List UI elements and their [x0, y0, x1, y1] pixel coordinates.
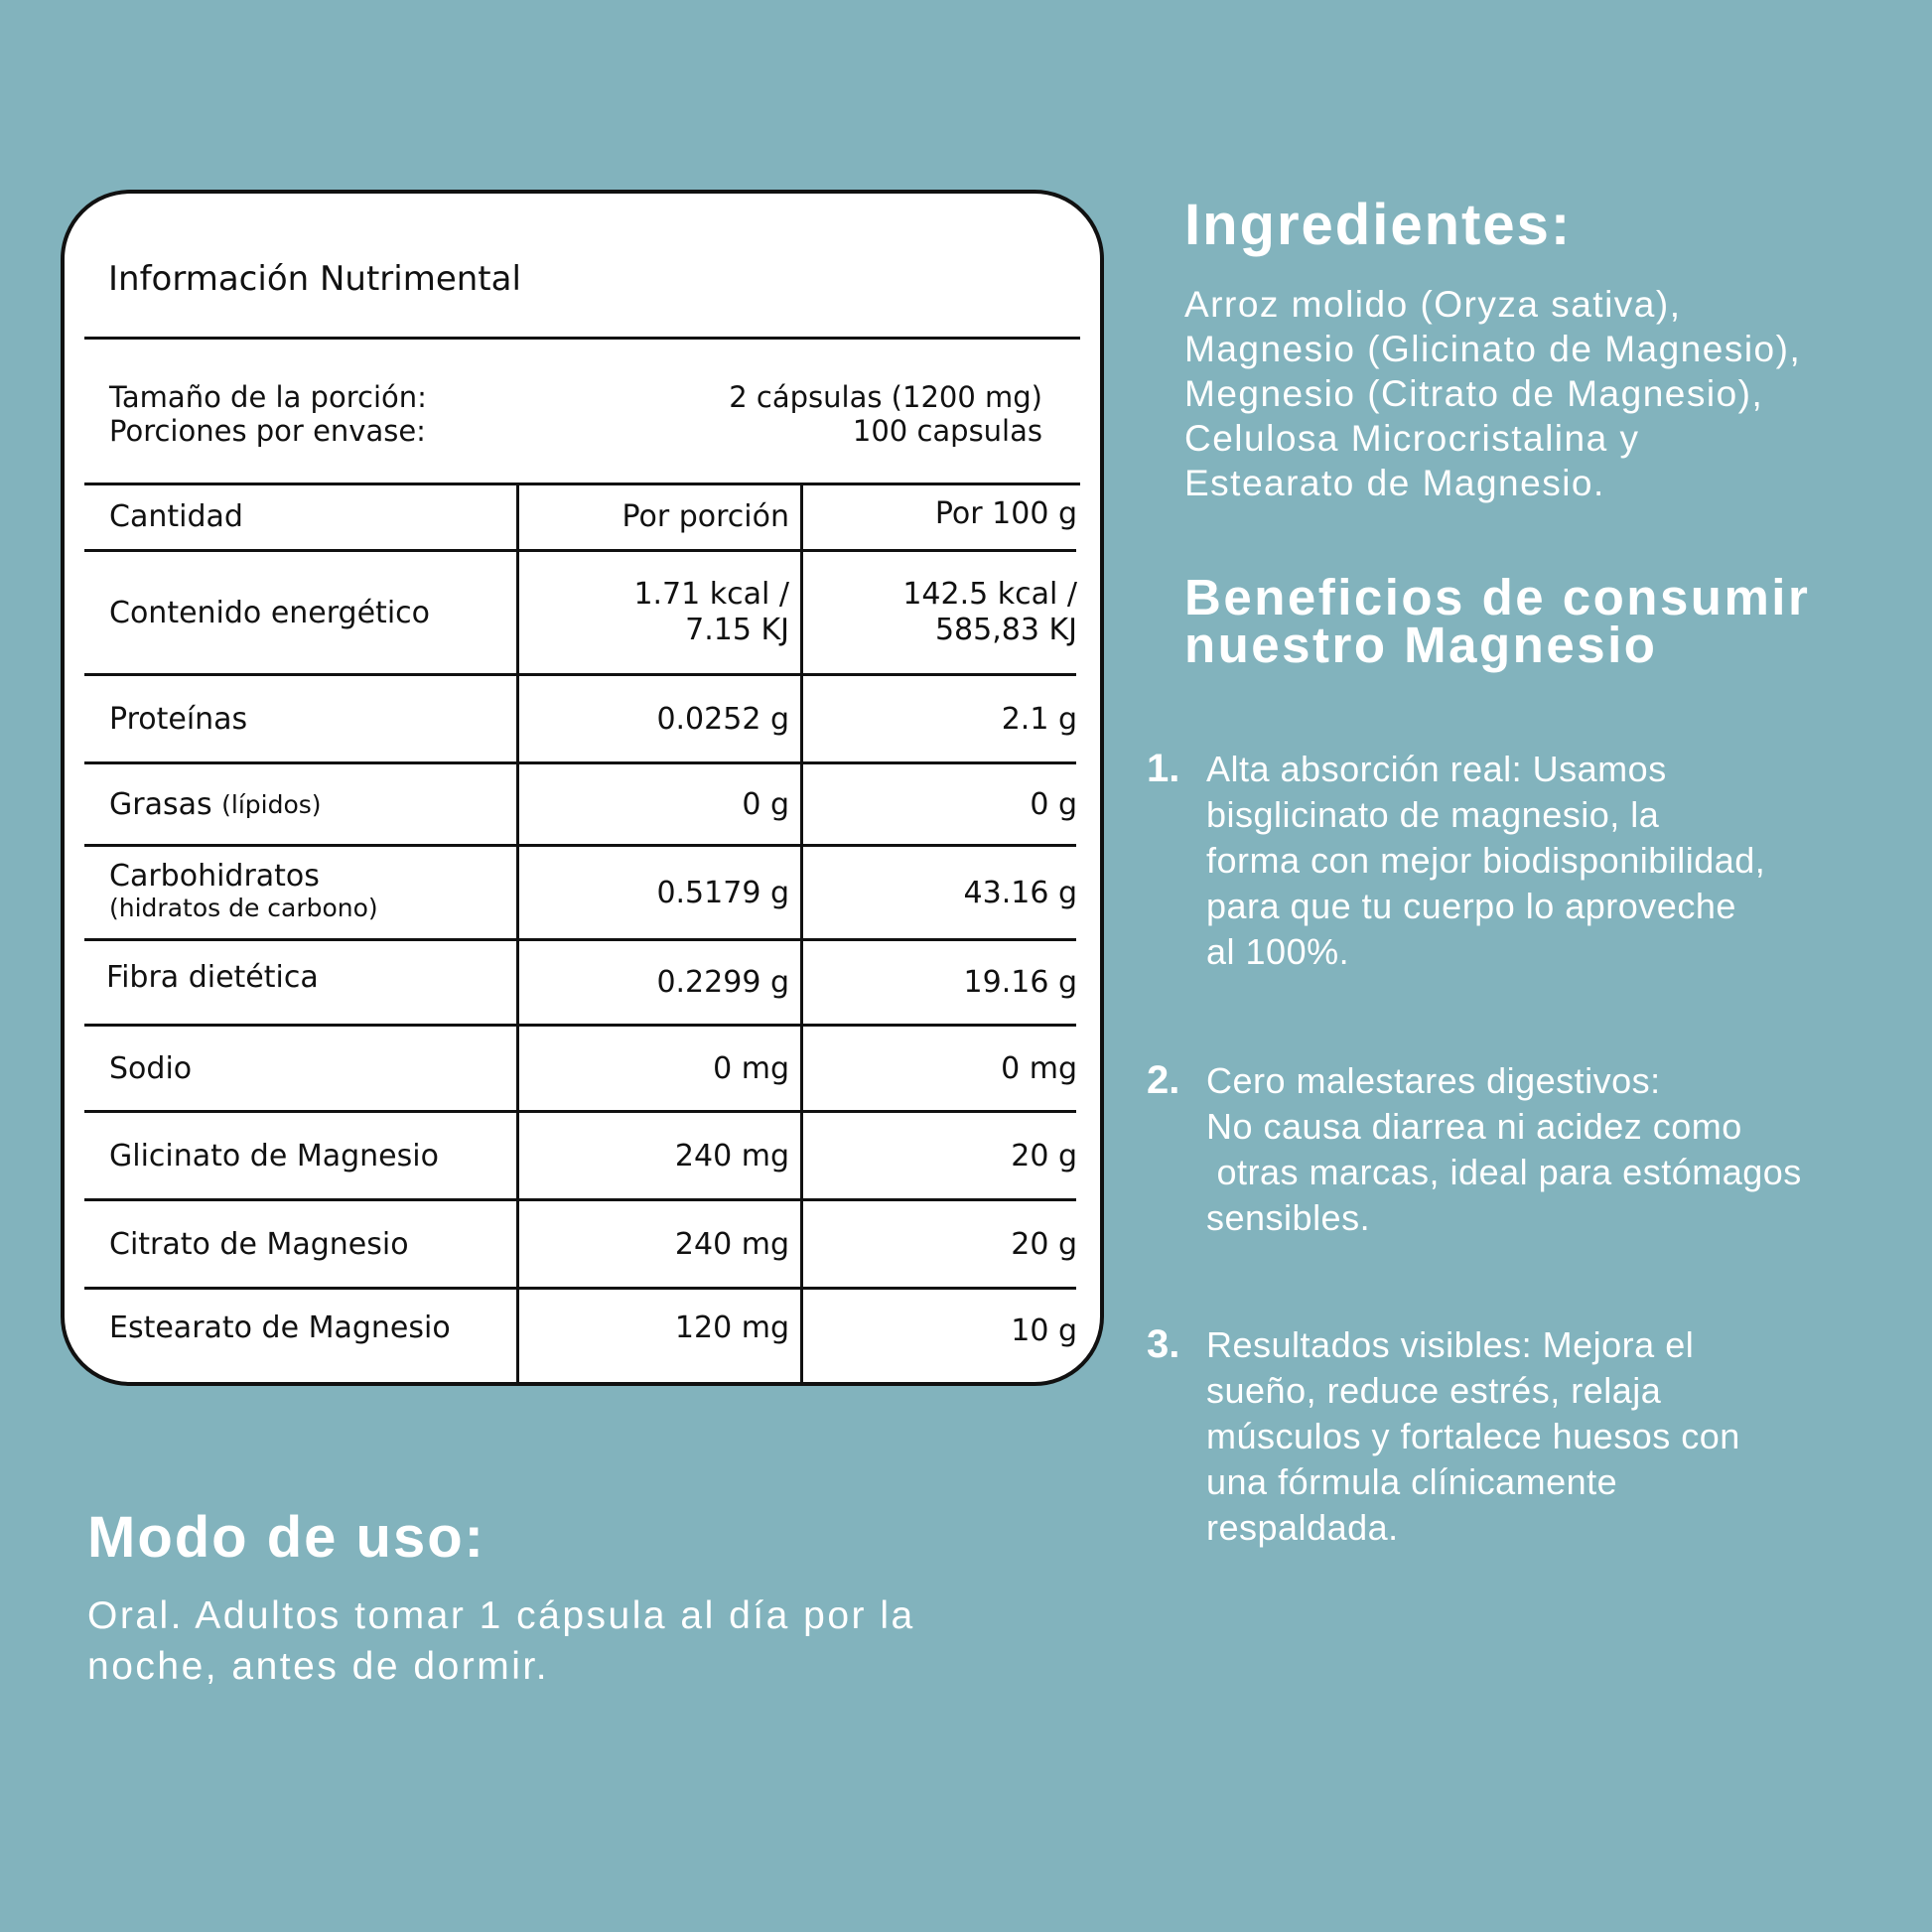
serving-size-value: 2 cápsulas (1200 mg): [729, 380, 1042, 414]
benefit-line: sensibles.: [1206, 1197, 1371, 1238]
usage-text: [87, 1590, 915, 1692]
header-por-porcion: Por porción: [621, 498, 789, 534]
nutrition-title: Información Nutrimental: [108, 259, 521, 299]
benefit-number: 3.: [1147, 1322, 1180, 1366]
table-row: [84, 552, 1076, 673]
benefit-line: para que tu cuerpo lo aproveche: [1206, 886, 1736, 926]
benefit-line: Cero malestares digestivos:: [1206, 1060, 1661, 1101]
row-name-cell: [109, 847, 506, 938]
row-name: Sodio: [109, 1050, 193, 1086]
row-name: Citrato de Magnesio: [109, 1226, 409, 1262]
per-serving-kcal: 1.71 kcal /: [633, 577, 789, 612]
row-name-note: (hidratos de carbono): [109, 894, 378, 922]
benefit-line: Alta absorción real: Usamos: [1206, 749, 1667, 789]
table-row: [84, 764, 1076, 844]
benefit-line: una fórmula clínicamente: [1206, 1461, 1618, 1502]
benefits-title: [1184, 569, 1811, 673]
row-per-100g: 10 g: [1011, 1312, 1077, 1348]
row-per-100g: 20 g: [1011, 1138, 1077, 1173]
row-per-100g: 20 g: [1011, 1226, 1077, 1262]
row-name: Proteínas: [109, 701, 248, 737]
row-name-cell: [109, 764, 506, 844]
row-per-serving: 0.5179 g: [656, 875, 789, 910]
per-100g-kcal: 142.5 kcal /: [902, 577, 1077, 612]
row-name: Grasas: [109, 786, 212, 822]
row-per-serving: 0 mg: [713, 1050, 789, 1086]
table-row: [84, 847, 1076, 938]
row-name: Contenido energético: [109, 595, 430, 630]
nutrition-facts-card: [61, 190, 1104, 1386]
row-per-serving: 240 mg: [674, 1226, 789, 1262]
row-name: Fibra dietética: [106, 960, 319, 995]
benefit-line: otras marcas, ideal para estómagos: [1206, 1152, 1802, 1192]
serving-size-label: Tamaño de la porción:: [109, 380, 427, 414]
benefits-title-line: Beneficios de consumir: [1184, 569, 1811, 625]
divider: [84, 337, 1080, 340]
benefit-line: No causa diarrea ni acidez como: [1206, 1106, 1742, 1147]
table-row: [84, 1290, 1076, 1375]
ingredient-line: Megnesio (Citrato de Magnesio),: [1184, 373, 1764, 414]
benefit-number: 1.: [1147, 747, 1180, 790]
row-name: Estearato de Magnesio: [109, 1310, 451, 1345]
ingredient-line: Arroz molido (Oryza sativa),: [1184, 284, 1682, 325]
servings-per-container-value: 100 capsulas: [852, 414, 1042, 448]
benefit-line: músculos y fortalece huesos con: [1206, 1416, 1740, 1456]
usage-line: noche, antes de dormir.: [87, 1645, 550, 1688]
benefit-line: al 100%.: [1206, 931, 1350, 972]
benefit-line: respaldada.: [1206, 1507, 1399, 1548]
row-per-serving: 120 mg: [674, 1310, 789, 1345]
benefit-text: [1206, 1322, 1740, 1551]
ingredient-line: Celulosa Microcristalina y: [1184, 418, 1640, 459]
table-row: [84, 1201, 1076, 1287]
row-name-note: (lípidos): [221, 789, 322, 819]
ingredients-list: [1184, 282, 1801, 505]
usage-line: Oral. Adultos tomar 1 cápsula al día por la: [87, 1594, 915, 1637]
row-per-100g: 43.16 g: [963, 875, 1077, 910]
row-name: Carbohidratos: [109, 859, 320, 894]
benefit-number: 2.: [1147, 1058, 1180, 1102]
benefit-text: [1206, 1058, 1802, 1241]
row-per-100g: 19.16 g: [963, 965, 1077, 1000]
benefit-line: Resultados visibles: Mejora el: [1206, 1324, 1695, 1365]
table-row: [84, 1113, 1076, 1198]
row-per-100g: 2.1 g: [1001, 701, 1077, 737]
table-row: [84, 941, 1076, 1024]
benefit-line: forma con mejor biodisponibilidad,: [1206, 840, 1766, 881]
ingredients-title: Ingredientes:: [1184, 193, 1573, 257]
benefit-text: [1206, 747, 1765, 975]
row-per-serving: 0 g: [742, 786, 789, 822]
per-100g-kj: 585,83 KJ: [934, 613, 1077, 647]
ingredient-line: Magnesio (Glicinato de Magnesio),: [1184, 329, 1802, 369]
row-per-serving: 0.2299 g: [656, 965, 789, 1000]
row-per-100g: 0 g: [1030, 786, 1077, 822]
header-cantidad: Cantidad: [109, 498, 243, 534]
header-por-100g: Por 100 g: [934, 495, 1077, 531]
usage-title: Modo de uso:: [87, 1505, 485, 1570]
row-per-100g: 0 mg: [1001, 1050, 1077, 1086]
row-per-serving: 0.0252 g: [656, 701, 789, 737]
ingredient-line: Estearato de Magnesio.: [1184, 463, 1605, 503]
servings-per-container-label: Porciones por envase:: [109, 414, 426, 448]
table-header-row: [84, 485, 1076, 547]
table-row: [84, 1027, 1076, 1110]
benefits-title-line: nuestro Magnesio: [1184, 617, 1658, 673]
table-row: [84, 676, 1076, 761]
row-per-serving: 240 mg: [674, 1138, 789, 1173]
per-serving-kj: 7.15 KJ: [685, 613, 789, 647]
row-per-100g: [829, 552, 1077, 673]
benefit-line: bisglicinato de magnesio, la: [1206, 794, 1660, 835]
benefit-line: sueño, reduce estrés, relaja: [1206, 1370, 1662, 1411]
row-per-serving: [541, 552, 789, 673]
row-name: Glicinato de Magnesio: [109, 1138, 439, 1173]
